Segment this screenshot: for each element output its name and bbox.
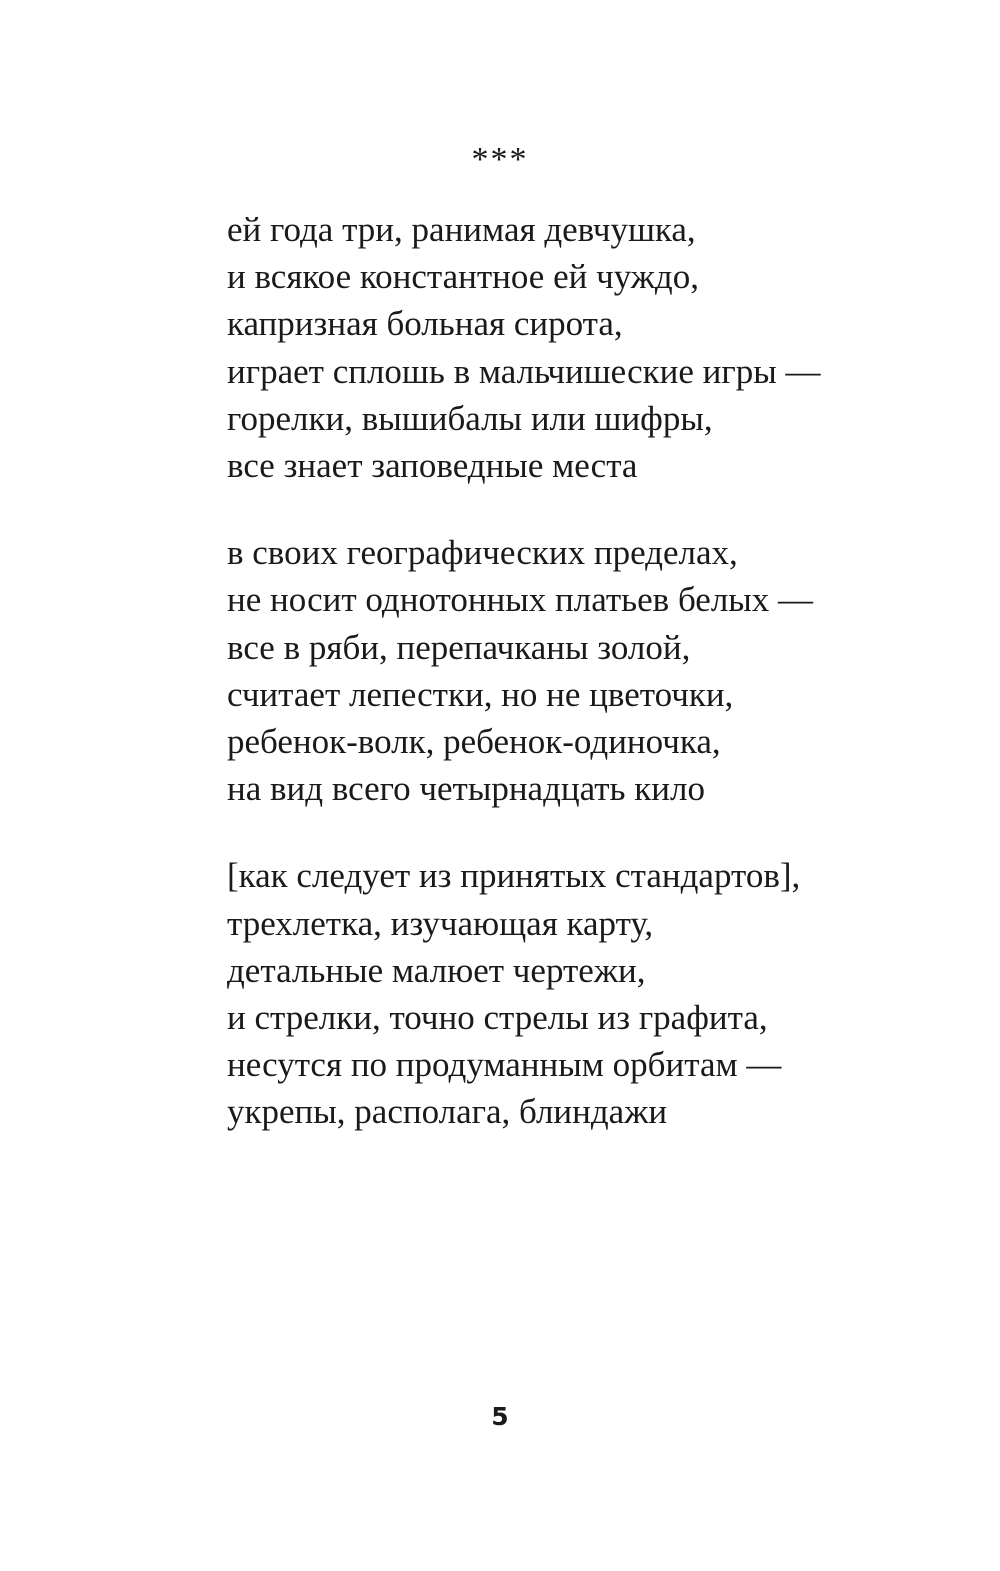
poem-line: горелки, вышибалы или шифры, (227, 398, 713, 438)
poem-line: укрепы, располага, блиндажи (227, 1092, 668, 1132)
poem-line: на вид всего четырнадцать кило (227, 769, 705, 809)
poem-line: детальные малюет чертежи, (227, 950, 646, 990)
poem-line: все в ряби, перепачканы золой, (227, 627, 691, 667)
stanza-3 (227, 852, 927, 1135)
stanza-2 (227, 529, 927, 812)
asterism-separator: *** (471, 141, 529, 178)
poem-line: считает лепестки, но не цветочки, (227, 674, 734, 714)
stanza-1 (227, 206, 927, 489)
poem-line: не носит однотонных платьев белых — (227, 580, 814, 620)
poem-line: ребенок-волк, ребенок-одиночка, (227, 722, 721, 762)
poem-line: и всякое константное ей чуждо, (227, 257, 699, 297)
poem-line: трехлетка, изучающая карту, (227, 903, 654, 943)
poem-line: несутся по продуманным орбитам — (227, 1045, 782, 1085)
poem-line: ей года три, ранимая девчушка, (227, 210, 696, 249)
poem-line: [как следует из принятых стандартов], (227, 856, 801, 896)
poem-line: и стрелки, точно стрелы из графита, (227, 998, 768, 1038)
poem-body (227, 206, 927, 1176)
poem-line: в своих географических пределах, (227, 533, 738, 573)
poem-line: капризная больная сирота, (227, 304, 623, 344)
poem-line: все знает заповедные места (227, 446, 638, 486)
poem-line: играет сплошь в мальчишеские игры — (227, 351, 821, 391)
page-number: 5 (491, 1402, 509, 1431)
